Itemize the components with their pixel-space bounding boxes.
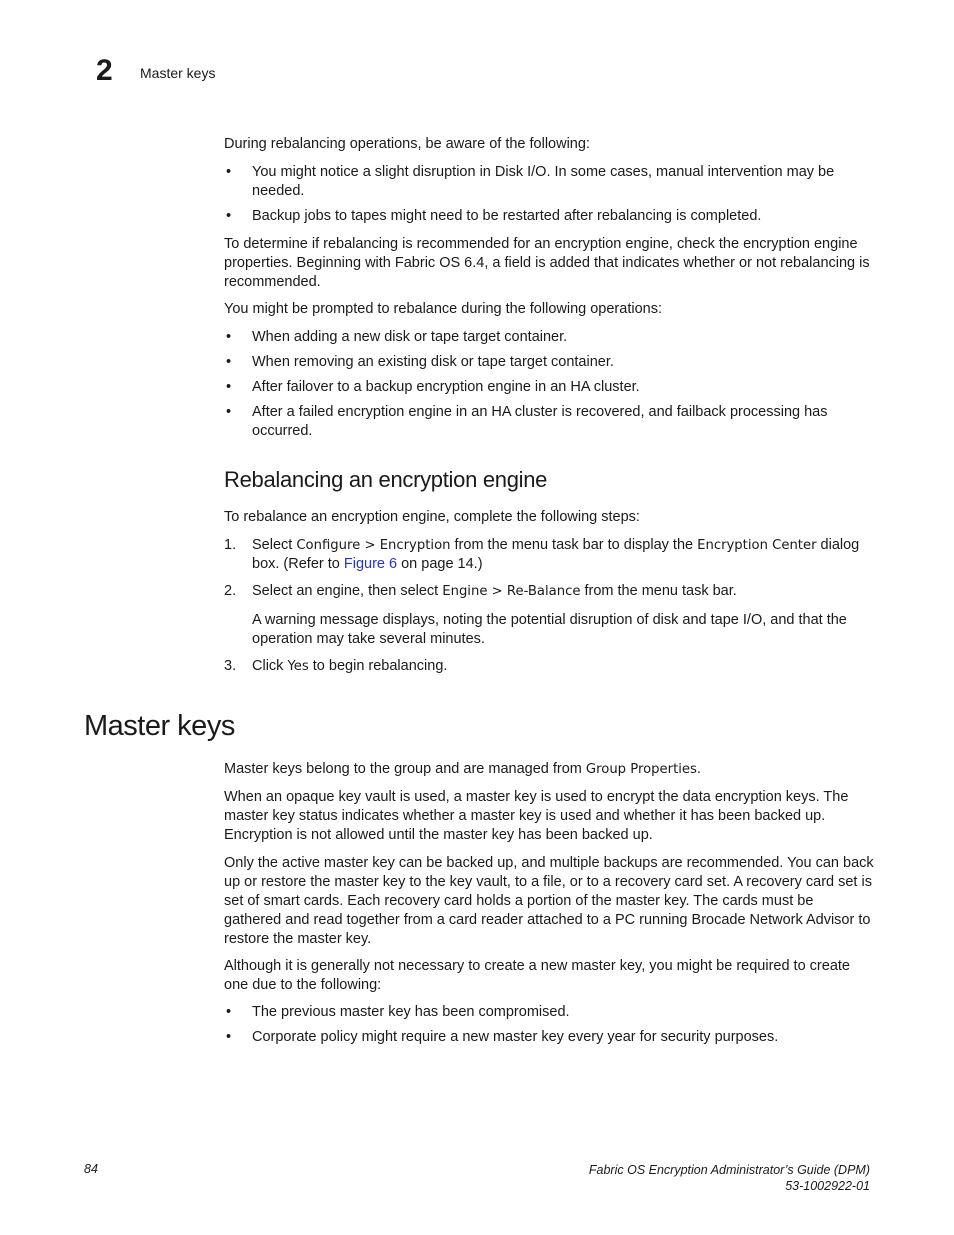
step-text — [252, 657, 872, 676]
step-text-part: from the menu task bar to display the — [450, 537, 698, 553]
list-item-text: The previous master key has been compromised. — [252, 1004, 570, 1020]
prompt-lead: You might be prompted to rebalance during the following operations: — [224, 301, 662, 317]
menu-path-configure-encryption: Configure > Encryption — [296, 538, 451, 553]
menu-path-engine-rebalance: Engine > Re-Balance — [442, 584, 581, 599]
step-2-note: A warning message displays, noting the potential disruption of disk and tape I/O, and that the operation may take several minutes. — [252, 612, 847, 647]
bullet-glyph: • — [226, 164, 232, 180]
list-item-text: Backup jobs to tapes might need to be restarted after rebalancing is completed. — [252, 208, 762, 224]
paragraph-text-part: Master keys belong to the group and are managed from — [224, 761, 586, 777]
bullet-glyph: • — [226, 1029, 232, 1045]
bullet-glyph: • — [226, 404, 232, 420]
step-number: 1. — [224, 537, 237, 553]
running-header-title: Master keys — [140, 65, 216, 81]
chapter-number: 2 — [96, 54, 113, 87]
step-text-part: dialog box. (Refer to — [252, 537, 860, 572]
figure-6-link[interactable]: Figure 6 — [343, 556, 398, 572]
step-text-part: on page 14.) — [397, 556, 483, 572]
bullet-glyph: • — [226, 354, 232, 370]
bullet-glyph: • — [226, 208, 232, 224]
step-text-part: Click — [252, 658, 288, 674]
master-keys-p2: When an opaque key vault is used, a master key is used to encrypt the data encryption keys. The master key status indicates whether a master key is used and whether it has been backed up. Encryption is not allowed until the master key has been backed up. — [224, 789, 849, 843]
page-number: 84 — [84, 1162, 98, 1176]
step-text-part: from the menu task bar. — [580, 583, 737, 599]
step-text-part: Select — [252, 537, 297, 553]
bullet-glyph: • — [226, 329, 232, 345]
step-number: 3. — [224, 658, 237, 674]
footer-doc-title: Fabric OS Encryption Administrator’s Guide (DPM) — [588, 1163, 870, 1177]
master-keys-p1 — [224, 760, 874, 779]
rebalance-lead: During rebalancing operations, be aware of the following: — [224, 136, 590, 152]
ui-label-encryption-center: Encryption Center — [697, 538, 817, 553]
bullet-glyph: • — [226, 379, 232, 395]
rebalancing-lead: To rebalance an encryption engine, complete the following steps: — [224, 509, 640, 525]
master-keys-p3: Only the active master key can be backed up, and multiple backups are recommended. You can back up or restore the master key to the key vault, to a file, or to a recovery card set. A recovery card set is set of smart cards. Each recovery card holds a portion of the master key. The cards must be gathered and read together from a card reader attached to a PC running Brocade Network Advisor to restore the master key. — [224, 855, 874, 947]
list-item-text: After a failed encryption engine in an HA cluster is recovered, and failback processing has occurred. — [252, 404, 828, 439]
ui-label-group-properties: Group Properties — [585, 762, 697, 777]
footer-doc-number: 53-1002922-01 — [785, 1179, 870, 1193]
step-text-part: Select an engine, then select — [252, 583, 443, 599]
section-heading-rebalancing: Rebalancing an encryption engine — [224, 467, 548, 492]
list-item-text: When removing an existing disk or tape target container. — [252, 354, 614, 370]
determine-paragraph: To determine if rebalancing is recommended for an encryption engine, check the encryption engine properties. Beginning with Fabric OS 6.4, a field is added that indicates whether or not rebalancing is recommended. — [224, 236, 870, 290]
bullet-glyph: • — [226, 1004, 232, 1020]
list-item-text: When adding a new disk or tape target container. — [252, 329, 568, 345]
step-text-part: to begin rebalancing. — [308, 658, 448, 674]
step-number: 2. — [224, 583, 237, 599]
step-text — [252, 536, 872, 574]
ui-label-yes: Yes — [287, 659, 309, 674]
master-keys-p4: Although it is generally not necessary to create a new master key, you might be required to create one due to the following: — [224, 958, 850, 993]
list-item-text: Corporate policy might require a new master key every year for security purposes. — [252, 1029, 779, 1045]
paragraph-text-part: . — [696, 761, 701, 777]
section-heading-master-keys: Master keys — [84, 710, 235, 742]
step-text — [252, 582, 872, 601]
footer-doc-info — [589, 1162, 870, 1194]
list-item-text: After failover to a backup encryption engine in an HA cluster. — [252, 379, 640, 395]
list-item-text: You might notice a slight disruption in Disk I/O. In some cases, manual intervention may be needed. — [252, 164, 835, 199]
